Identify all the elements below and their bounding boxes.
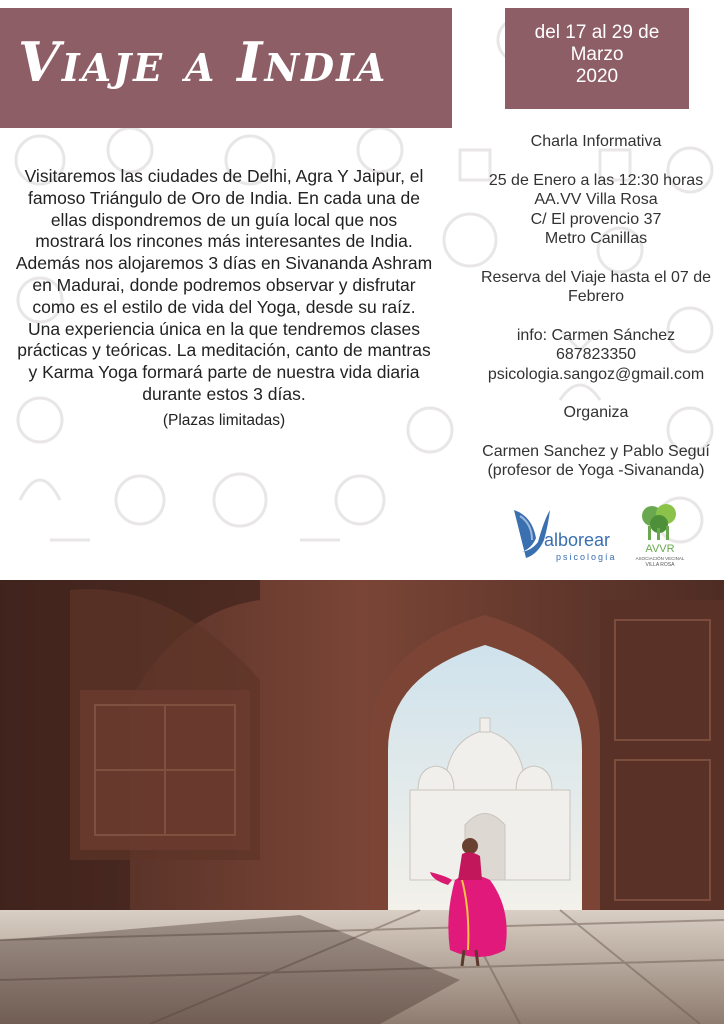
svg-text:alborear: alborear [544,530,611,550]
alborear-logo [510,502,620,568]
trip-description [14,166,434,432]
info-organizers: Carmen Sanchez y Pablo Seguí [482,442,710,460]
info-booking: Reserva del Viaje hasta el 07 de Febrero [480,268,712,305]
date-badge [505,8,689,109]
page-title: Viaje a India [18,30,388,94]
svg-text:ASOCIACIÓN VECINAL: ASOCIACIÓN VECINAL [635,556,685,561]
info-organiza: Organiza [563,404,629,421]
avvr-logo [630,502,690,572]
svg-text:AVVR: AVVR [645,543,675,555]
info-venue: AA.VV Villa Rosa [534,191,658,208]
svg-text:psicología: psicología [556,552,617,562]
limited-places-note: (Plazas limitadas) [162,411,286,429]
description-paragraph-2: Además nos alojaremos 3 días en Sivananda Ashram en Madurai, donde podremos observar y disfrutar como es el estilo de vida del Yoga, desde su raíz. [15,253,433,317]
date-line-2: Marzo [570,44,624,65]
info-phone: 687823350 [555,346,637,363]
description-paragraph-1: Visitaremos las ciudades de Delhi, Agra Y Jaipur, el famoso Triángulo de Oro de India. En cada una de ellas dispondremos de un guía local que nos mostrará los rincones más interesantes de India. [24,166,424,252]
info-column [468,130,724,481]
taj-mahal-photo [0,580,724,1024]
title-banner [0,8,452,128]
info-email: psicologia.sangoz@gmail.com [487,365,705,383]
info-metro: Metro Canillas [544,230,648,247]
date-line-1: del 17 al 29 de [534,22,660,43]
sponsor-logos [510,502,724,572]
info-contact: info: Carmen Sánchez [516,326,676,344]
description-paragraph-3: Una experiencia única en la que tendremos clases prácticas y teóricas. La meditación, canto de mantras y Karma Yoga formará parte de nuestra vida diaria durante estos 3 días. [17,318,431,404]
info-address: C/ El provencio 37 [530,210,662,228]
date-line-3: 2020 [575,66,619,87]
info-organizer-role: (profesor de Yoga -Sivananda) [487,462,705,479]
info-heading: Charla Informativa [530,133,662,150]
svg-text:VILLA ROSA: VILLA ROSA [645,562,675,568]
info-date-time: 25 de Enero a las 12:30 horas [488,171,704,189]
